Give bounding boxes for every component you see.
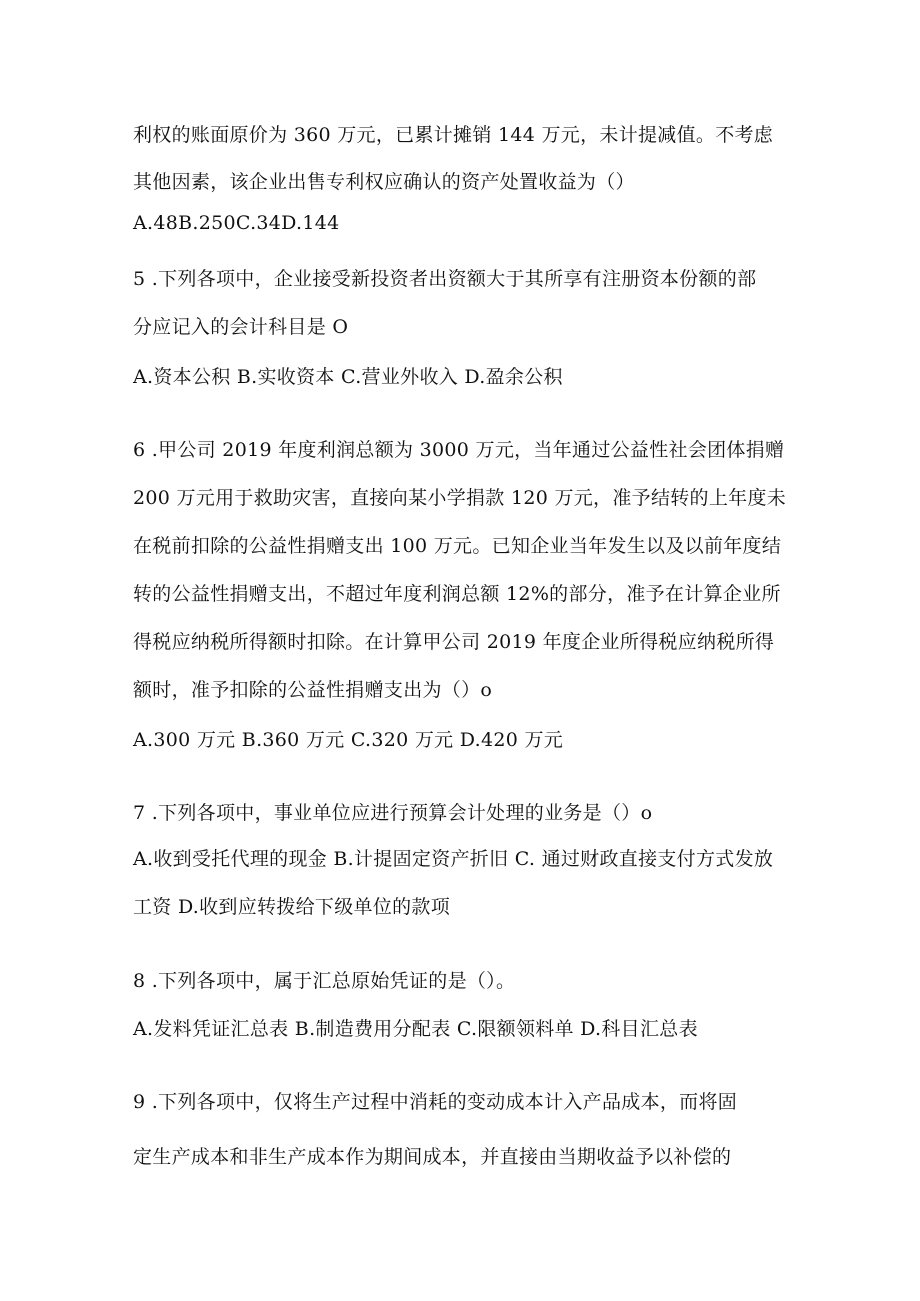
- q9-text-line-2: 定生产成本和非生产成本作为期间成本，并直接由当期收益予以补偿的: [133, 1146, 732, 1168]
- q4-text-line-2: 其他因素，该企业出售专利权应确认的资产处置收益为（）: [133, 171, 635, 193]
- q6-text-line-1: 6 .甲公司 2019 年度利润总额为 3000 万元，当年通过公益性社会团体捐赠: [133, 439, 785, 461]
- q5-text-line-1: 5 .下列各项中，企业接受新投资者出资额大于其所享有注册资本份额的部: [133, 268, 757, 290]
- q6-options: A.300 万元 B.360 万元 C.320 万元 D.420 万元: [133, 729, 564, 751]
- q6-text-line-3: 在税前扣除的公益性捐赠支出 100 万元。已知企业当年发生以及以前年度结: [133, 535, 782, 557]
- q8-text-line-1: 8 .下列各项中，属于汇总原始凭证的是（）。: [133, 970, 516, 992]
- q4-text-line-1: 利权的账面原价为 360 万元，已累计摊销 144 万元，未计提减值。不考虑: [133, 124, 774, 146]
- q9-text-line-1: 9 .下列各项中，仅将生产过程中消耗的变动成本计入产品成本，而将固: [133, 1091, 738, 1113]
- q6-text-line-5: 得税应纳税所得额时扣除。在计算甲公司 2019 年度企业所得税应纳税所得: [133, 631, 775, 653]
- q7-options-line-1: A.收到受托代理的现金 B.计提固定资产折旧 C. 通过财政直接支付方式发放: [133, 848, 774, 870]
- q6-text-line-2: 200 万元用于救助灾害，直接向某小学捐款 120 万元，准予结转的上年度未: [133, 487, 787, 509]
- q5-text-line-2: 分应记入的会计科目是 O: [133, 316, 349, 338]
- q8-options: A.发料凭证汇总表 B.制造费用分配表 C.限额领料单 D.科目汇总表: [133, 1018, 698, 1040]
- q7-options-line-2: 工资 D.收到应转拨给下级单位的款项: [133, 896, 451, 918]
- q7-text-line-1: 7 .下列各项中，事业单位应进行预算会计处理的业务是（）o: [133, 802, 653, 824]
- q4-options: A.48B.250C.34D.144: [133, 212, 340, 234]
- q5-options: A.资本公积 B.实收资本 C.营业外收入 D.盈余公积: [133, 366, 563, 388]
- q6-text-line-6: 额时，准予扣除的公益性捐赠支出为（）o: [133, 679, 493, 701]
- q6-text-line-4: 转的公益性捐赠支出，不超过年度利润总额 12%的部分，准予在计算企业所: [133, 583, 781, 605]
